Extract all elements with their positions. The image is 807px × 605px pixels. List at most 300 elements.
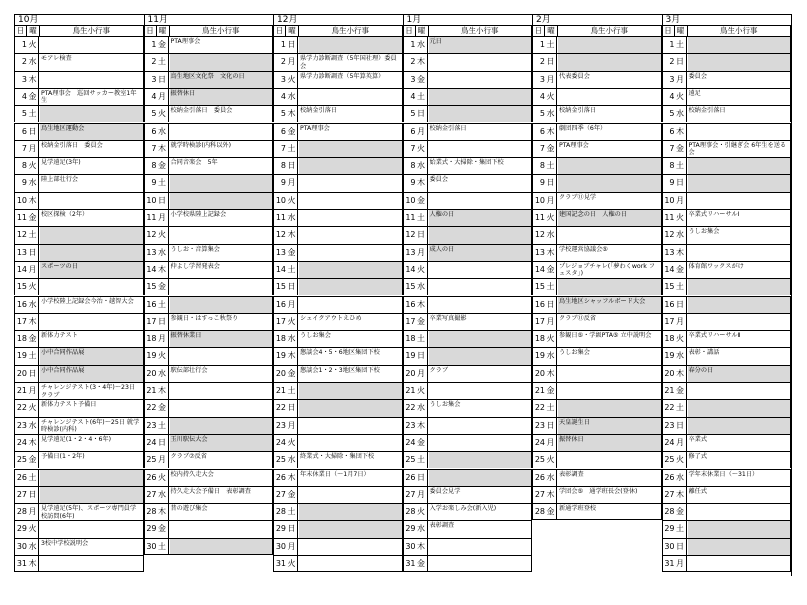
event-header: 鳥生小行事 [170, 26, 274, 36]
event-cell: 鳥生地区運動会 [40, 124, 144, 140]
day-header: 日 [533, 26, 545, 36]
event-cell: うしお集会 [558, 348, 662, 364]
weekday: 月 [545, 193, 557, 209]
event-cell [40, 521, 144, 537]
weekday: 水 [675, 227, 687, 243]
event-cell [688, 37, 792, 53]
day-row [14, 399, 144, 416]
event-cell [558, 366, 662, 382]
day-number: 18 [534, 334, 545, 344]
day-row [144, 538, 274, 555]
event-cell [558, 37, 662, 53]
weekday: 土 [675, 158, 687, 174]
day-number: 5 [280, 109, 286, 119]
day-row [273, 36, 403, 53]
day-row [662, 313, 792, 330]
day-number: 16 [146, 299, 157, 309]
event-cell: 参観日⑤・学級PTA⑤ 立中説明会 [558, 331, 662, 347]
weekday: 水 [675, 348, 687, 364]
weekday: 木 [157, 262, 169, 278]
day-row [532, 486, 662, 503]
event-cell: 建国記念の日 人権の日 [558, 210, 662, 226]
day-number: 12 [146, 230, 157, 240]
weekday: 月 [157, 89, 169, 105]
weekday: 水 [157, 124, 169, 140]
day-row [532, 365, 662, 382]
event-cell: 校納金引落日 [299, 106, 403, 122]
weekday: 金 [545, 141, 557, 157]
weekday: 水 [545, 106, 557, 122]
day-number: 24 [534, 437, 545, 447]
day-row [662, 520, 792, 537]
day-number: 31 [405, 559, 416, 568]
column-header [532, 25, 662, 36]
event-cell [688, 521, 792, 537]
day-number: 19 [275, 351, 286, 361]
event-header: 鳥生小行事 [688, 26, 792, 36]
day-row [144, 382, 274, 399]
day-number: 21 [405, 386, 416, 395]
day-number: 1 [669, 40, 675, 49]
weekday: 水 [157, 245, 169, 261]
day-row [532, 330, 662, 347]
weekday: 火 [27, 400, 39, 416]
weekday: 火 [286, 556, 298, 571]
weekday: 木 [27, 556, 39, 571]
weekday: 金 [675, 141, 687, 157]
weekday: 火 [675, 89, 687, 105]
event-cell [429, 331, 533, 347]
event-cell [558, 54, 662, 70]
weekday: 日 [157, 72, 169, 88]
weekday: 金 [27, 89, 39, 105]
weekday: 金 [286, 124, 298, 140]
day-row [14, 71, 144, 88]
event-cell [40, 556, 144, 571]
event-cell: 卒業写真撮影 [429, 314, 533, 330]
day-row [403, 209, 533, 226]
event-cell [688, 504, 792, 520]
event-cell [170, 539, 274, 554]
event-cell: 振替休日 [558, 435, 662, 451]
day-row [14, 469, 144, 486]
day-number: 3 [21, 74, 27, 84]
event-cell: 懇談会4・5・6地区集団下校 [299, 348, 403, 364]
day-number: 21 [664, 386, 675, 395]
event-cell: 委員会 [688, 72, 792, 88]
day-number: 6 [669, 126, 675, 136]
weekday: 火 [286, 193, 298, 209]
day-row [662, 538, 792, 555]
weekday: 木 [545, 245, 557, 261]
event-cell [299, 193, 403, 209]
day-row [403, 140, 533, 157]
weekday: 日 [27, 124, 39, 140]
event-cell: チャレンジテスト(3・4年)～23日 クラブ [40, 383, 144, 399]
weekday: 木 [286, 106, 298, 122]
day-number: 14 [664, 264, 675, 274]
day-row [532, 296, 662, 313]
day-row [403, 261, 533, 278]
day-row [273, 296, 403, 313]
day-number: 15 [405, 282, 416, 292]
event-cell: 校納金引落日 [558, 106, 662, 122]
day-number: 28 [405, 507, 416, 517]
weekday: 金 [157, 158, 169, 174]
day-number: 10 [664, 195, 675, 205]
weekday: 金 [416, 435, 428, 451]
event-cell [429, 106, 533, 122]
day-number: 28 [534, 507, 545, 517]
event-cell [688, 400, 792, 416]
day-number: 4 [539, 91, 545, 101]
weekday: 木 [27, 314, 39, 330]
day-number: 5 [410, 109, 416, 119]
weekday: 月 [675, 193, 687, 209]
day-number: 10 [534, 195, 545, 205]
day-row [14, 36, 144, 53]
day-number: 22 [405, 403, 416, 413]
day-row [14, 140, 144, 157]
event-cell: 新体力テスト [40, 331, 144, 347]
day-row [14, 174, 144, 191]
weekday: 金 [27, 210, 39, 226]
day-number: 26 [534, 472, 545, 482]
weekday: 月 [27, 504, 39, 520]
weekday: 火 [157, 348, 169, 364]
weekday: 火 [27, 521, 39, 537]
day-row [144, 365, 274, 382]
event-cell [299, 539, 403, 555]
day-number: 6 [410, 126, 416, 136]
event-cell: プレジョブチャレ(「夢わくwork フェスタ」) [558, 262, 662, 278]
event-cell: モアレ検査 [40, 54, 144, 70]
weekday: 水 [157, 487, 169, 503]
month-column [403, 14, 533, 576]
month-title: 1月 [403, 14, 533, 25]
day-number: 21 [275, 386, 286, 395]
day-number: 28 [275, 507, 286, 517]
event-cell [429, 279, 533, 295]
day-row [273, 417, 403, 434]
event-cell: チャレンジテスト(6年)～25日 就学時検診(内科) [40, 418, 144, 434]
weekday: 日 [416, 470, 428, 486]
day-row [273, 365, 403, 382]
weekday: 日 [157, 435, 169, 451]
day-row [144, 313, 274, 330]
weekday: 水 [286, 452, 298, 468]
day-row [403, 123, 533, 140]
weekday: 土 [157, 539, 169, 554]
event-cell: 委員会見学 [429, 487, 533, 503]
weekday: 日 [286, 521, 298, 537]
event-cell [40, 487, 144, 503]
day-number: 2 [539, 57, 545, 67]
day-row [144, 71, 274, 88]
weekday: 土 [27, 106, 39, 122]
day-row [532, 71, 662, 88]
day-number: 22 [16, 403, 27, 413]
day-row [532, 53, 662, 70]
event-cell [688, 158, 792, 174]
weekday: 土 [157, 54, 169, 70]
day-number: 16 [534, 299, 545, 309]
event-cell: 振替休日 [170, 89, 274, 105]
weekday: 水 [157, 366, 169, 382]
weekday: 金 [157, 521, 169, 537]
day-row [144, 503, 274, 520]
event-cell: 参観日・はすっこ秋祭り [170, 314, 274, 330]
day-row [14, 244, 144, 261]
weekday: 火 [675, 452, 687, 468]
day-number: 20 [664, 368, 675, 378]
day-number: 3 [539, 74, 545, 84]
weekday: 木 [416, 54, 428, 70]
day-number: 2 [280, 57, 286, 67]
day-number: 31 [275, 559, 286, 568]
day-number: 9 [21, 178, 27, 188]
day-row [532, 244, 662, 261]
day-row [662, 399, 792, 416]
weekday: 月 [27, 141, 39, 157]
event-cell [429, 556, 533, 571]
day-number: 2 [21, 57, 27, 67]
day-number: 10 [275, 195, 286, 205]
weekday: 木 [27, 72, 39, 88]
day-header: 日 [145, 26, 157, 36]
weekday: 日 [286, 279, 298, 295]
weekday: 金 [416, 314, 428, 330]
weekday: 土 [286, 262, 298, 278]
weekday: 日 [416, 227, 428, 243]
day-number: 6 [21, 126, 27, 136]
weekday: 月 [416, 124, 428, 140]
day-row [144, 174, 274, 191]
event-cell [688, 279, 792, 295]
day-row [532, 278, 662, 295]
day-number: 25 [534, 455, 545, 465]
day-row [14, 209, 144, 226]
weekday: 日 [27, 366, 39, 382]
event-cell [688, 175, 792, 191]
day-row [662, 140, 792, 157]
day-row [273, 347, 403, 364]
day-row [273, 503, 403, 520]
day-number: 8 [539, 161, 545, 171]
day-number: 2 [151, 57, 157, 67]
day-row [403, 313, 533, 330]
event-cell: うしお集会 [299, 331, 403, 347]
day-row [532, 417, 662, 434]
day-row [144, 88, 274, 105]
day-row [662, 451, 792, 468]
event-cell: 見学遠足(1・2・4・6年) [40, 435, 144, 451]
weekday-header: 曜 [27, 26, 40, 36]
day-number: 14 [534, 264, 545, 274]
weekday: 金 [157, 279, 169, 295]
day-number: 4 [151, 91, 157, 101]
day-number: 27 [405, 489, 416, 499]
day-row [662, 296, 792, 313]
weekday: 木 [157, 504, 169, 520]
event-cell: 体育館ワックスがけ [688, 262, 792, 278]
event-cell: 小学校県陸上記録会 [170, 210, 274, 226]
day-row [532, 434, 662, 451]
day-row [662, 486, 792, 503]
day-number: 29 [405, 524, 416, 534]
day-header: 日 [15, 26, 27, 36]
day-row [14, 278, 144, 295]
day-row [14, 520, 144, 537]
day-number: 9 [151, 178, 157, 188]
day-number: 6 [539, 126, 545, 136]
day-number: 30 [664, 541, 675, 551]
event-cell [170, 279, 274, 295]
day-row [14, 123, 144, 140]
day-number: 21 [146, 386, 157, 395]
day-number: 18 [664, 334, 675, 344]
day-row [662, 226, 792, 243]
weekday: 火 [157, 106, 169, 122]
day-number: 28 [16, 507, 27, 517]
event-cell: 終業式・大掃除・集団下校 [299, 452, 403, 468]
event-cell [688, 556, 792, 571]
event-cell: 成人の日 [429, 245, 533, 261]
weekday: 水 [416, 521, 428, 537]
weekday: 金 [416, 193, 428, 209]
day-row [403, 105, 533, 122]
day-row [14, 192, 144, 209]
weekday: 月 [416, 487, 428, 503]
event-cell: 見学遠足(3年) [40, 158, 144, 174]
day-row [273, 434, 403, 451]
day-row [662, 503, 792, 520]
month-column [144, 14, 274, 576]
day-number: 1 [410, 40, 416, 49]
weekday: 月 [416, 245, 428, 261]
event-cell [299, 487, 403, 503]
day-number: 27 [275, 489, 286, 499]
day-number: 3 [669, 74, 675, 84]
day-number: 4 [669, 91, 675, 101]
weekday: 日 [545, 418, 557, 434]
day-row [403, 296, 533, 313]
weekday: 月 [545, 435, 557, 451]
month-title: 2月 [532, 14, 662, 25]
day-row [532, 399, 662, 416]
event-cell: 卒業式 [688, 435, 792, 451]
weekday: 水 [416, 400, 428, 416]
day-row [532, 123, 662, 140]
event-cell: PTA理事会 [299, 124, 403, 140]
weekday: 水 [416, 158, 428, 174]
day-row [662, 88, 792, 105]
event-cell [299, 210, 403, 226]
event-cell [299, 37, 403, 53]
day-row [532, 209, 662, 226]
event-cell: 入学お楽しみ会(新入児) [429, 504, 533, 520]
day-row [403, 555, 533, 572]
day-row [532, 192, 662, 209]
weekday: 水 [286, 331, 298, 347]
weekday: 金 [675, 262, 687, 278]
event-cell [688, 124, 792, 140]
event-cell: 校納金引落日 委員会 [40, 141, 144, 157]
day-row [14, 382, 144, 399]
day-number: 14 [275, 264, 286, 274]
day-number: 17 [534, 316, 545, 326]
event-cell [688, 383, 792, 399]
event-cell: クラブ⑪反省 [558, 314, 662, 330]
day-row [403, 365, 533, 382]
day-row [273, 140, 403, 157]
weekday: 金 [545, 262, 557, 278]
day-row [273, 174, 403, 191]
event-cell [558, 279, 662, 295]
day-number: 11 [405, 213, 416, 222]
day-number: 13 [146, 247, 157, 257]
day-number: 18 [275, 334, 286, 344]
day-number: 7 [410, 143, 416, 153]
school-calendar [14, 14, 791, 576]
event-cell [299, 279, 403, 295]
month-column [662, 14, 793, 576]
weekday-header: 曜 [675, 26, 688, 36]
event-cell [429, 72, 533, 88]
event-cell [688, 54, 792, 70]
event-cell [688, 418, 792, 434]
day-number: 1 [151, 40, 157, 49]
day-number: 23 [16, 420, 27, 430]
day-row [144, 486, 274, 503]
day-number: 17 [16, 316, 27, 326]
day-number: 22 [664, 403, 675, 413]
event-cell: 委員会 [429, 175, 533, 191]
weekday: 水 [27, 175, 39, 191]
event-cell: 天皇誕生日 [558, 418, 662, 434]
column-header [144, 25, 274, 36]
weekday: 月 [27, 262, 39, 278]
day-row [14, 157, 144, 174]
event-cell: 陸上部壮行会 [40, 175, 144, 191]
day-row [273, 261, 403, 278]
event-cell: 学校運営協議会⑤ [558, 245, 662, 261]
day-row [14, 365, 144, 382]
day-number: 7 [151, 143, 157, 153]
weekday: 月 [286, 539, 298, 555]
weekday: 火 [416, 383, 428, 399]
weekday-header: 曜 [416, 26, 429, 36]
weekday: 木 [286, 470, 298, 486]
day-row [662, 365, 792, 382]
weekday: 日 [675, 175, 687, 191]
day-row [14, 434, 144, 451]
day-row [144, 261, 274, 278]
day-number: 21 [534, 386, 545, 395]
day-number: 24 [275, 437, 286, 447]
weekday: 土 [157, 418, 169, 434]
day-row [144, 417, 274, 434]
weekday: 月 [675, 435, 687, 451]
day-row [662, 174, 792, 191]
day-number: 27 [534, 489, 545, 499]
event-cell: クラブ [429, 366, 533, 382]
event-cell: PTA理事会・引継ぎ会 6年生を送る会 [688, 141, 792, 157]
day-number: 23 [275, 420, 286, 430]
weekday: 土 [286, 504, 298, 520]
day-number: 23 [405, 420, 416, 430]
day-number: 22 [275, 403, 286, 413]
